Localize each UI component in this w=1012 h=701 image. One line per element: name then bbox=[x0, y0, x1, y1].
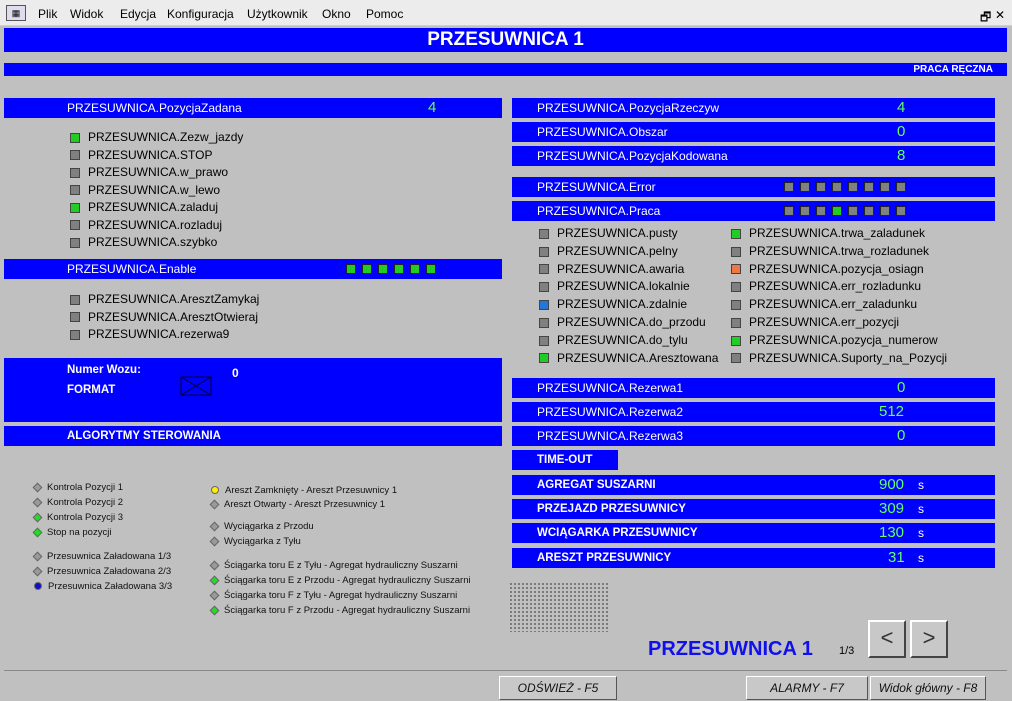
agregat-bar bbox=[512, 475, 995, 495]
status-circle-icon bbox=[211, 486, 219, 494]
menu-konfiguracja[interactable]: Konfiguracja bbox=[167, 7, 234, 21]
flag-label: PRZESUWNICA.do_przodu bbox=[557, 314, 706, 329]
agregat-unit: s bbox=[918, 478, 924, 492]
format-icon[interactable] bbox=[180, 376, 212, 396]
pozycja-rzeczyw-label: PRZESUWNICA.PozycjaRzeczyw bbox=[537, 101, 720, 115]
legend-label: Ściągarka toru E z Przodu - Agregat hydrauliczny Suszarni bbox=[224, 575, 471, 586]
led-indicator bbox=[864, 206, 874, 216]
rezerwa1-label: PRZESUWNICA.Rezerwa1 bbox=[537, 381, 684, 395]
agregat-value: 900 bbox=[879, 476, 905, 493]
prev-page-button[interactable]: < bbox=[868, 620, 906, 658]
status-indicator bbox=[70, 168, 80, 178]
status-indicator bbox=[70, 150, 80, 160]
timeout-label: TIME-OUT bbox=[537, 454, 593, 466]
app-icon[interactable]: ▦ bbox=[6, 5, 26, 21]
status-diamond-icon bbox=[33, 528, 43, 538]
footer-title: PRZESUWNICA 1 bbox=[648, 638, 813, 660]
numer-wozu-value: 0 bbox=[232, 366, 239, 380]
flag-row bbox=[70, 291, 259, 309]
praca-label: PRZESUWNICA.Praca bbox=[537, 204, 661, 218]
status-diamond-icon bbox=[210, 576, 220, 586]
alarms-button[interactable]: ALARMY - F7 bbox=[746, 676, 868, 700]
flag-label: PRZESUWNICA.Suporty_na_Pozycji bbox=[749, 350, 948, 365]
legend-label: Wyciągarka z Tyłu bbox=[224, 536, 301, 547]
legend-item bbox=[211, 498, 471, 520]
flags-list-1 bbox=[70, 129, 243, 252]
led-indicator bbox=[896, 182, 906, 192]
legend-label: Przesuwnica Załadowana 2/3 bbox=[47, 566, 172, 577]
flag-row bbox=[70, 199, 243, 217]
flag-row bbox=[731, 225, 947, 243]
wciagarka-bar bbox=[512, 523, 995, 543]
legend-label: Przesuwnica Załadowana 1/3 bbox=[47, 551, 172, 562]
timeout-bar bbox=[512, 450, 618, 470]
led-indicator bbox=[896, 206, 906, 216]
legend-item bbox=[211, 589, 471, 604]
led-indicator bbox=[848, 206, 858, 216]
wciagarka-value: 130 bbox=[879, 524, 905, 541]
legend-col-1 bbox=[34, 481, 172, 595]
status-indicator bbox=[539, 264, 549, 274]
mode-bar bbox=[4, 63, 1007, 76]
legend-item bbox=[34, 580, 172, 595]
status-indicator bbox=[731, 336, 741, 346]
pozycja-kodowana-bar bbox=[512, 146, 995, 166]
legend-label: Ściągarka toru F z Tyłu - Agregat hydrauliczny Suszarni bbox=[224, 590, 458, 601]
legend-label: Areszt Otwarty - Areszt Przesuwnicy 1 bbox=[224, 499, 386, 510]
status-circle-icon bbox=[34, 582, 42, 590]
flag-label: PRZESUWNICA.w_prawo bbox=[88, 165, 229, 179]
led-indicator bbox=[784, 206, 794, 216]
menu-pomoc[interactable]: Pomoc bbox=[366, 7, 404, 21]
led-indicator bbox=[816, 206, 826, 216]
legend-item bbox=[211, 520, 471, 535]
legend-item bbox=[211, 604, 471, 619]
pozycja-zadana-bar bbox=[4, 98, 502, 118]
led-indicator bbox=[816, 182, 826, 192]
error-bar bbox=[512, 177, 995, 197]
error-leds bbox=[784, 182, 912, 202]
enable-bar bbox=[4, 259, 502, 279]
status-indicator bbox=[731, 353, 741, 363]
flag-label: PRZESUWNICA.pozycja_osiagn bbox=[749, 261, 924, 276]
rezerwa1-bar bbox=[512, 378, 995, 398]
legend-item bbox=[34, 565, 172, 580]
agregat-label: AGREGAT SUSZARNI bbox=[537, 479, 656, 491]
legend-label: Przesuwnica Załadowana 3/3 bbox=[48, 581, 173, 592]
rezerwa2-value: 512 bbox=[879, 403, 905, 420]
led-indicator bbox=[800, 206, 810, 216]
flag-row bbox=[731, 278, 947, 296]
legend-label: Kontrola Pozycji 1 bbox=[47, 482, 124, 493]
legend-item bbox=[211, 574, 471, 589]
flag-label: PRZESUWNICA.pelny bbox=[557, 243, 678, 258]
flag-label: PRZESUWNICA.pozycja_numerow bbox=[749, 332, 938, 347]
enable-leds bbox=[346, 264, 442, 284]
main-view-button[interactable]: Widok główny - F8 bbox=[870, 676, 986, 700]
flag-row bbox=[539, 332, 718, 350]
flag-label: PRZESUWNICA.err_pozycji bbox=[749, 314, 900, 329]
flag-row bbox=[731, 261, 947, 279]
flag-row bbox=[70, 326, 259, 344]
flag-label: PRZESUWNICA.AresztZamykaj bbox=[88, 292, 260, 306]
status-indicator bbox=[731, 300, 741, 310]
status-diamond-icon bbox=[33, 498, 43, 508]
led-indicator bbox=[378, 264, 388, 274]
pozycja-kodowana-label: PRZESUWNICA.PozycjaKodowana bbox=[537, 149, 728, 163]
status-indicator bbox=[731, 247, 741, 257]
status-indicator bbox=[539, 336, 549, 346]
status-indicator bbox=[731, 282, 741, 292]
flag-row bbox=[539, 278, 718, 296]
flag-row bbox=[70, 129, 243, 147]
menu-bar bbox=[0, 0, 1012, 26]
flag-label: PRZESUWNICA.pusty bbox=[557, 226, 678, 240]
legend-item bbox=[211, 535, 471, 559]
obszar-value: 0 bbox=[897, 123, 906, 140]
status-diamond-icon bbox=[210, 591, 220, 601]
led-indicator bbox=[880, 182, 890, 192]
page-indicator: 1/3 bbox=[839, 645, 855, 657]
legend-item bbox=[34, 550, 172, 565]
numer-wozu-panel bbox=[4, 358, 502, 422]
status-indicator bbox=[539, 318, 549, 328]
status-diamond-icon bbox=[33, 567, 43, 577]
areszt-value: 31 bbox=[888, 549, 905, 566]
flag-label: PRZESUWNICA.trwa_zaladunek bbox=[749, 226, 926, 240]
flag-row bbox=[731, 296, 947, 314]
flag-label: PRZESUWNICA.trwa_rozladunek bbox=[749, 243, 930, 258]
rezerwa2-label: PRZESUWNICA.Rezerwa2 bbox=[537, 405, 684, 419]
led-indicator bbox=[410, 264, 420, 274]
flag-row bbox=[539, 243, 718, 261]
pozycja-rzeczyw-bar bbox=[512, 98, 995, 118]
legend-label: Ściągarka toru F z Przodu - Agregat hydrauliczny Suszarni bbox=[224, 605, 471, 616]
legend-label: Areszt Zamknięty - Areszt Przesuwnicy 1 bbox=[225, 485, 398, 496]
led-indicator bbox=[426, 264, 436, 274]
flag-row bbox=[70, 217, 243, 235]
wciagarka-label: WCIĄGARKA PRZESUWNICY bbox=[537, 527, 698, 539]
page-title: PRZESUWNICA 1 bbox=[4, 28, 1007, 52]
rezerwa3-bar bbox=[512, 426, 995, 446]
led-indicator bbox=[394, 264, 404, 274]
led-indicator bbox=[362, 264, 372, 274]
flag-row bbox=[539, 350, 718, 368]
status-indicator bbox=[539, 353, 549, 363]
flag-row bbox=[70, 309, 259, 327]
legend-item bbox=[211, 559, 471, 574]
pozycja-zadana-label: PRZESUWNICA.PozycjaZadana bbox=[67, 101, 242, 115]
pozycja-rzeczyw-value: 4 bbox=[897, 99, 906, 116]
status-diamond-icon bbox=[33, 483, 43, 493]
mode-label: PRACA RĘCZNA bbox=[913, 64, 993, 75]
przejazd-bar bbox=[512, 499, 995, 519]
flag-row bbox=[539, 225, 718, 243]
flag-label: PRZESUWNICA.Zezw_jazdy bbox=[88, 130, 244, 144]
flag-label: PRZESUWNICA.STOP bbox=[88, 147, 213, 162]
dot-grid-decoration bbox=[509, 582, 609, 632]
menu-uzytkownik[interactable]: Użytkownik bbox=[247, 7, 308, 21]
status-indicator bbox=[70, 220, 80, 230]
led-indicator bbox=[880, 206, 890, 216]
flag-label: PRZESUWNICA.lokalnie bbox=[557, 279, 690, 294]
led-indicator bbox=[784, 182, 794, 192]
status-indicator bbox=[731, 264, 741, 274]
flag-row bbox=[731, 350, 947, 368]
flag-label: PRZESUWNICA.rozladuj bbox=[88, 217, 223, 232]
legend-label: Kontrola Pozycji 2 bbox=[47, 497, 124, 508]
obszar-bar bbox=[512, 122, 995, 142]
status-indicator bbox=[70, 185, 80, 195]
legend-label: Wyciągarka z Przodu bbox=[224, 521, 314, 532]
led-indicator bbox=[832, 182, 842, 192]
areszt-unit: s bbox=[918, 551, 924, 565]
flag-row bbox=[70, 182, 243, 200]
flag-row bbox=[539, 261, 718, 279]
legend-label: Kontrola Pozycji 3 bbox=[47, 512, 124, 523]
flag-label: PRZESUWNICA.awaria bbox=[557, 261, 685, 276]
flag-label: PRZESUWNICA.do_tylu bbox=[557, 332, 688, 347]
error-label: PRZESUWNICA.Error bbox=[537, 180, 656, 194]
menu-plik[interactable]: Plik bbox=[38, 7, 58, 21]
status-indicator bbox=[70, 203, 80, 213]
flag-label: PRZESUWNICA.rezerwa9 bbox=[88, 327, 230, 341]
flag-row bbox=[731, 243, 947, 261]
flag-label: PRZESUWNICA.zaladuj bbox=[88, 200, 219, 214]
legend-item bbox=[34, 496, 172, 511]
status-indicator bbox=[539, 247, 549, 257]
flag-row bbox=[70, 234, 243, 252]
praca-leds bbox=[784, 206, 912, 226]
led-indicator bbox=[848, 182, 858, 192]
flag-row bbox=[539, 314, 718, 332]
status-indicator bbox=[539, 282, 549, 292]
next-page-button[interactable]: > bbox=[910, 620, 948, 658]
status-indicator bbox=[70, 133, 80, 143]
flag-label: PRZESUWNICA.AresztOtwieraj bbox=[88, 309, 259, 324]
flags-list-b bbox=[731, 225, 947, 367]
flag-label: PRZESUWNICA.szybko bbox=[88, 235, 218, 249]
status-indicator bbox=[539, 300, 549, 310]
status-indicator bbox=[731, 318, 741, 328]
legend-col-2 bbox=[211, 484, 471, 619]
areszt-label: ARESZT PRZESUWNICY bbox=[537, 552, 672, 564]
pozycja-zadana-value: 4 bbox=[428, 99, 437, 116]
areszt-bar bbox=[512, 548, 995, 568]
status-diamond-icon bbox=[210, 537, 220, 547]
flag-row bbox=[70, 164, 243, 182]
flag-row bbox=[731, 332, 947, 350]
menu-widok[interactable]: Widok bbox=[70, 7, 104, 21]
flag-label: PRZESUWNICA.zdalnie bbox=[557, 297, 688, 312]
flag-row bbox=[70, 147, 243, 165]
status-indicator bbox=[731, 229, 741, 239]
enable-label: PRZESUWNICA.Enable bbox=[67, 262, 197, 276]
status-diamond-icon bbox=[210, 522, 220, 532]
przejazd-value: 309 bbox=[879, 500, 905, 517]
status-indicator bbox=[70, 238, 80, 248]
legend-item bbox=[34, 511, 172, 526]
menu-edycja[interactable]: Edycja bbox=[120, 7, 157, 21]
flag-label: PRZESUWNICA.w_lewo bbox=[88, 182, 221, 197]
pozycja-kodowana-value: 8 bbox=[897, 147, 906, 164]
legend-label: Ściągarka toru E z Tyłu - Agregat hydrauliczny Suszarni bbox=[224, 560, 458, 571]
algorytmy-label: ALGORYTMY STEROWANIA bbox=[67, 430, 221, 442]
status-indicator bbox=[70, 330, 80, 340]
rezerwa3-label: PRZESUWNICA.Rezerwa3 bbox=[537, 429, 684, 443]
status-diamond-icon bbox=[33, 552, 43, 562]
flag-row bbox=[731, 314, 947, 332]
flag-label: PRZESUWNICA.Aresztowana bbox=[557, 350, 719, 365]
format-label: FORMAT bbox=[67, 384, 116, 396]
footer-divider bbox=[4, 670, 1007, 671]
flag-label: PRZESUWNICA.err_rozladunku bbox=[749, 279, 922, 294]
przejazd-unit: s bbox=[918, 502, 924, 516]
status-indicator bbox=[70, 312, 80, 322]
numer-wozu-label: Numer Wozu: bbox=[67, 364, 141, 376]
legend-item bbox=[211, 484, 471, 498]
flags-list-a bbox=[539, 225, 718, 367]
flag-row bbox=[539, 296, 718, 314]
status-indicator bbox=[539, 229, 549, 239]
flags-list-2 bbox=[70, 291, 259, 344]
status-diamond-icon bbox=[210, 500, 220, 510]
status-diamond-icon bbox=[210, 606, 220, 616]
rezerwa2-bar bbox=[512, 402, 995, 422]
led-indicator bbox=[832, 206, 842, 216]
legend-item bbox=[34, 526, 172, 550]
obszar-label: PRZESUWNICA.Obszar bbox=[537, 125, 668, 139]
led-indicator bbox=[346, 264, 356, 274]
status-indicator bbox=[70, 295, 80, 305]
legend-item bbox=[34, 481, 172, 496]
rezerwa3-value: 0 bbox=[897, 427, 906, 444]
status-diamond-icon bbox=[210, 561, 220, 571]
led-indicator bbox=[800, 182, 810, 192]
restore-icon[interactable]: 🗗 bbox=[980, 10, 992, 24]
menu-okno[interactable]: Okno bbox=[322, 7, 351, 21]
led-indicator bbox=[864, 182, 874, 192]
rezerwa1-value: 0 bbox=[897, 379, 906, 396]
przejazd-label: PRZEJAZD PRZESUWNICY bbox=[537, 503, 686, 515]
status-diamond-icon bbox=[33, 513, 43, 523]
wciagarka-unit: s bbox=[918, 526, 924, 540]
flag-label: PRZESUWNICA.err_zaladunku bbox=[749, 297, 918, 312]
praca-bar bbox=[512, 201, 995, 221]
close-icon[interactable]: ✕ bbox=[995, 8, 1006, 22]
legend-label: Stop na pozycji bbox=[47, 527, 112, 538]
refresh-button[interactable]: ODŚWIEŻ - F5 bbox=[499, 676, 617, 700]
algorytmy-bar bbox=[4, 426, 502, 446]
